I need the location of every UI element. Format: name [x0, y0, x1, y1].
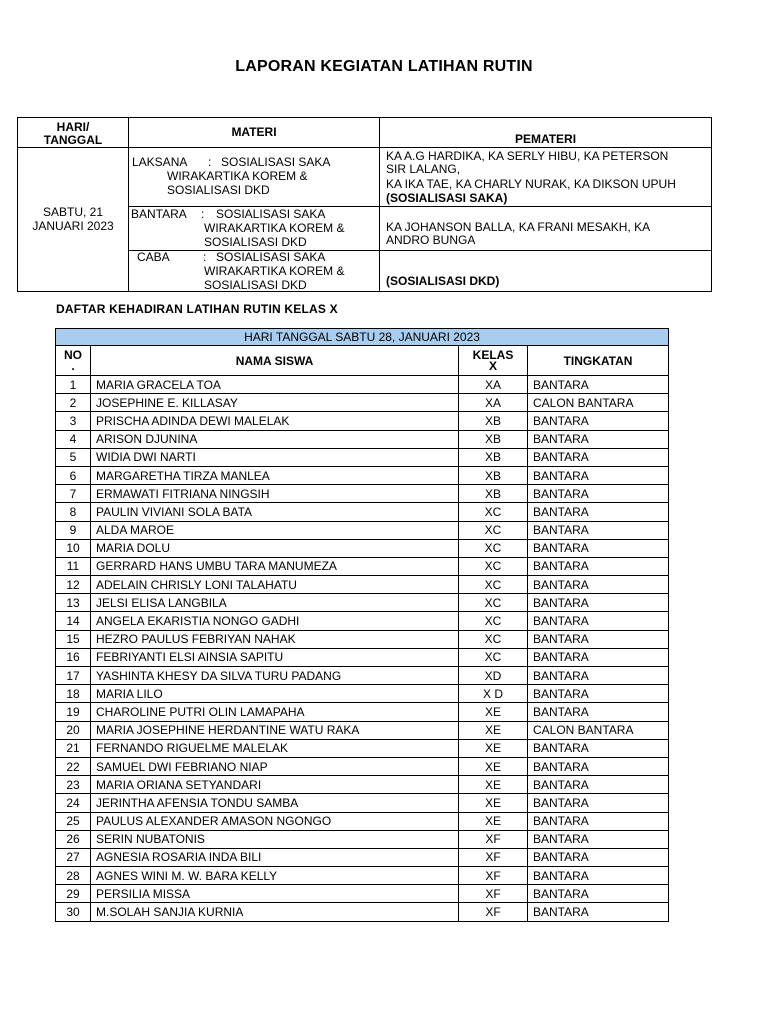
- table-row: [56, 448, 669, 466]
- student-name: ADELAIN CHRISLY LONI TALAHATU: [91, 576, 459, 594]
- student-name: HEZRO PAULUS FEBRIYAN NAHAK: [91, 630, 459, 648]
- row-number: 19: [56, 703, 91, 721]
- row-number: 27: [56, 848, 91, 866]
- student-class: XB: [459, 430, 528, 448]
- date-cell: [17, 147, 129, 292]
- student-level: BANTARA: [528, 412, 669, 430]
- material-line: SOSIALISASI DKD: [204, 278, 307, 292]
- student-level: BANTARA: [528, 830, 669, 848]
- table-row: [56, 739, 669, 757]
- student-level: BANTARA: [528, 630, 669, 648]
- student-class: XC: [459, 648, 528, 666]
- student-level: BANTARA: [528, 503, 669, 521]
- speaker-cell-3: [379, 250, 712, 292]
- student-class: XE: [459, 776, 528, 794]
- row-number: 20: [56, 721, 91, 739]
- row-number: 21: [56, 739, 91, 757]
- student-name: AGNESIA ROSARIA INDA BILI: [91, 848, 459, 866]
- table-row: [56, 830, 669, 848]
- table-row: [56, 539, 669, 557]
- material-bantara: [128, 206, 380, 251]
- table-row: [56, 776, 669, 794]
- header-no-line1: NO: [64, 347, 82, 362]
- material-line: WIRAKARTIKA KOREM &: [204, 221, 345, 235]
- student-level: BANTARA: [528, 430, 669, 448]
- level-caba: CABA: [137, 250, 170, 264]
- table-row: [56, 466, 669, 484]
- attendance-header-row: [56, 346, 669, 376]
- material-line: SOSIALISASI SAKA: [216, 207, 326, 221]
- speaker-cell-2: [379, 206, 712, 251]
- header-class-line1: KELAS: [472, 347, 514, 362]
- table-row: [56, 685, 669, 703]
- student-class: XC: [459, 576, 528, 594]
- material-line: SOSIALISASI DKD: [204, 235, 307, 249]
- student-class: XC: [459, 539, 528, 557]
- sep: :: [203, 250, 207, 264]
- table-row: [56, 703, 669, 721]
- student-name: MARIA DOLU: [91, 539, 459, 557]
- header-no: [56, 346, 91, 376]
- table-row: [56, 576, 669, 594]
- header-speaker-label: PEMATERI: [514, 132, 577, 146]
- student-level: BANTARA: [528, 576, 669, 594]
- header-class: [459, 346, 528, 376]
- row-number: 23: [56, 776, 91, 794]
- attendance-title: DAFTAR KEHADIRAN LATIHAN RUTIN KELAS X: [56, 302, 338, 316]
- student-class: XE: [459, 757, 528, 775]
- table-row: [56, 376, 669, 394]
- student-level: BANTARA: [528, 612, 669, 630]
- level-bantara: BANTARA: [131, 207, 187, 221]
- student-class: XA: [459, 394, 528, 412]
- material-line: SOSIALISASI SAKA: [221, 155, 331, 169]
- table-row: [56, 794, 669, 812]
- student-level: CALON BANTARA: [528, 394, 669, 412]
- material-line: SOSIALISASI SAKA: [216, 250, 326, 264]
- student-class: XE: [459, 794, 528, 812]
- header-material: [128, 117, 380, 148]
- row-number: 17: [56, 667, 91, 685]
- table-row: [56, 594, 669, 612]
- attendance-band-row: [56, 329, 669, 346]
- student-class: XA: [459, 376, 528, 394]
- student-name: JERINTHA AFENSIA TONDU SAMBA: [91, 794, 459, 812]
- row-number: 5: [56, 448, 91, 466]
- student-name: ALDA MAROE: [91, 521, 459, 539]
- table-row: [56, 521, 669, 539]
- student-name: ERMAWATI FITRIANA NINGSIH: [91, 485, 459, 503]
- student-name: GERRARD HANS UMBU TARA MANUMEZA: [91, 557, 459, 575]
- row-number: 9: [56, 521, 91, 539]
- row-number: 28: [56, 867, 91, 885]
- activity-table: [17, 117, 712, 292]
- row-number: 25: [56, 812, 91, 830]
- student-level: BANTARA: [528, 594, 669, 612]
- student-name: PRISCHA ADINDA DEWI MALELAK: [91, 412, 459, 430]
- material-line: WIRAKARTIKA KOREM &: [204, 264, 345, 278]
- header-level: TINGKATAN: [528, 346, 669, 376]
- student-level: BANTARA: [528, 885, 669, 903]
- student-class: XC: [459, 521, 528, 539]
- student-name: MARIA LILO: [91, 685, 459, 703]
- speaker-tag: (SOSIALISASI SAKA): [386, 191, 508, 205]
- header-name: NAMA SISWA: [91, 346, 459, 376]
- row-number: 3: [56, 412, 91, 430]
- student-class: XB: [459, 485, 528, 503]
- table-row: [56, 667, 669, 685]
- attendance-date-band: HARI TANGGAL SABTU 28, JANUARI 2023: [56, 329, 669, 346]
- student-name: PAULUS ALEXANDER AMASON NGONGO: [91, 812, 459, 830]
- student-name: SERIN NUBATONIS: [91, 830, 459, 848]
- table-row: [56, 557, 669, 575]
- student-name: PERSILIA MISSA: [91, 885, 459, 903]
- student-class: XE: [459, 703, 528, 721]
- row-number: 15: [56, 630, 91, 648]
- student-level: BANTARA: [528, 848, 669, 866]
- speaker-line: SIR LALANG,: [386, 162, 461, 176]
- row-number: 13: [56, 594, 91, 612]
- table-row: [56, 612, 669, 630]
- student-class: XE: [459, 812, 528, 830]
- row-number: 2: [56, 394, 91, 412]
- student-name: JOSEPHINE E. KILLASAY: [91, 394, 459, 412]
- student-name: MARIA JOSEPHINE HERDANTINE WATU RAKA: [91, 721, 459, 739]
- student-level: BANTARA: [528, 466, 669, 484]
- table-row: [56, 757, 669, 775]
- student-class: XD: [459, 667, 528, 685]
- header-day-line1: HARI/: [56, 120, 90, 134]
- row-number: 22: [56, 757, 91, 775]
- table-row: [56, 903, 669, 921]
- student-class: XF: [459, 867, 528, 885]
- material-line: WIRAKARTIKA KOREM &: [167, 169, 308, 183]
- table-row: [56, 485, 669, 503]
- student-class: XB: [459, 466, 528, 484]
- row-number: 30: [56, 903, 91, 921]
- student-class: XF: [459, 848, 528, 866]
- table-row: [56, 867, 669, 885]
- header-class-line2: X: [488, 358, 497, 373]
- header-speaker: [379, 117, 712, 148]
- student-class: X D: [459, 685, 528, 703]
- row-number: 8: [56, 503, 91, 521]
- speaker-line: KA A.G HARDIKA, KA SERLY HIBU, KA PETERSON: [386, 149, 669, 163]
- student-name: MARGARETHA TIRZA MANLEA: [91, 466, 459, 484]
- row-number: 11: [56, 557, 91, 575]
- student-class: XF: [459, 885, 528, 903]
- student-class: XB: [459, 448, 528, 466]
- student-class: XC: [459, 503, 528, 521]
- table-row: [56, 412, 669, 430]
- row-number: 16: [56, 648, 91, 666]
- student-level: BANTARA: [528, 648, 669, 666]
- student-class: XC: [459, 557, 528, 575]
- sep: :: [208, 155, 212, 169]
- row-number: 10: [56, 539, 91, 557]
- row-number: 1: [56, 376, 91, 394]
- row-number: 29: [56, 885, 91, 903]
- date-line2: JANUARI 2023: [32, 219, 114, 233]
- material-laksana: [128, 147, 380, 207]
- student-level: BANTARA: [528, 739, 669, 757]
- student-name: YASHINTA KHESY DA SILVA TURU PADANG: [91, 667, 459, 685]
- header-material-label: MATERI: [231, 125, 277, 139]
- student-name: MARIA ORIANA SETYANDARI: [91, 776, 459, 794]
- row-number: 7: [56, 485, 91, 503]
- table-row: [56, 503, 669, 521]
- student-class: XF: [459, 830, 528, 848]
- student-name: ANGELA EKARISTIA NONGO GADHI: [91, 612, 459, 630]
- student-level: BANTARA: [528, 903, 669, 921]
- speaker-line: KA JOHANSON BALLA, KA FRANI MESAKH, KA: [386, 220, 651, 234]
- student-name: ARISON DJUNINA: [91, 430, 459, 448]
- student-class: XF: [459, 903, 528, 921]
- header-day: [17, 117, 129, 148]
- header-day-line2: TANGGAL: [43, 133, 103, 147]
- student-name: AGNES WINI M. W. BARA KELLY: [91, 867, 459, 885]
- student-name: MARIA GRACELA TOA: [91, 376, 459, 394]
- student-name: CHAROLINE PUTRI OLIN LAMAPAHA: [91, 703, 459, 721]
- student-name: PAULIN VIVIANI SOLA BATA: [91, 503, 459, 521]
- row-number: 6: [56, 466, 91, 484]
- student-level: BANTARA: [528, 757, 669, 775]
- table-row: [56, 430, 669, 448]
- student-level: BANTARA: [528, 812, 669, 830]
- header-no-line2: .: [71, 358, 75, 373]
- student-level: BANTARA: [528, 867, 669, 885]
- level-laksana: LAKSANA: [132, 155, 188, 169]
- student-class: XC: [459, 612, 528, 630]
- attendance-body: [56, 376, 669, 922]
- row-number: 14: [56, 612, 91, 630]
- table-row: [56, 630, 669, 648]
- table-row: [56, 885, 669, 903]
- speaker-line: ANDRO BUNGA: [386, 233, 476, 247]
- student-level: BANTARA: [528, 776, 669, 794]
- row-number: 12: [56, 576, 91, 594]
- sep: :: [201, 207, 205, 221]
- student-level: BANTARA: [528, 685, 669, 703]
- row-number: 4: [56, 430, 91, 448]
- row-number: 18: [56, 685, 91, 703]
- table-row: [56, 721, 669, 739]
- student-class: XC: [459, 630, 528, 648]
- student-name: JELSI ELISA LANGBILA: [91, 594, 459, 612]
- student-name: WIDIA DWI NARTI: [91, 448, 459, 466]
- student-name: FERNANDO RIGUELME MALELAK: [91, 739, 459, 757]
- student-level: BANTARA: [528, 539, 669, 557]
- student-level: BANTARA: [528, 485, 669, 503]
- table-row: [56, 394, 669, 412]
- student-level: BANTARA: [528, 448, 669, 466]
- student-level: BANTARA: [528, 557, 669, 575]
- student-class: XB: [459, 412, 528, 430]
- report-title: LAPORAN KEGIATAN LATIHAN RUTIN: [235, 58, 533, 75]
- speaker-line: KA IKA TAE, KA CHARLY NURAK, KA DIKSON UPUH: [386, 177, 676, 191]
- material-caba: [128, 250, 380, 292]
- date-line1: SABTU, 21: [42, 205, 104, 219]
- student-name: FEBRIYANTI ELSI AINSIA SAPITU: [91, 648, 459, 666]
- table-row: [56, 648, 669, 666]
- student-name: M.SOLAH SANJIA KURNIA: [91, 903, 459, 921]
- student-level: BANTARA: [528, 703, 669, 721]
- student-class: XC: [459, 594, 528, 612]
- row-number: 24: [56, 794, 91, 812]
- student-level: BANTARA: [528, 794, 669, 812]
- table-row: [56, 848, 669, 866]
- material-line: SOSIALISASI DKD: [167, 183, 270, 197]
- student-class: XE: [459, 739, 528, 757]
- student-class: XE: [459, 721, 528, 739]
- speaker-cell-1: [379, 147, 712, 207]
- attendance-table: [55, 328, 669, 922]
- student-level: BANTARA: [528, 376, 669, 394]
- table-row: [56, 812, 669, 830]
- student-name: SAMUEL DWI FEBRIANO NIAP: [91, 757, 459, 775]
- speaker-tag: (SOSIALISASI DKD): [386, 274, 500, 288]
- row-number: 26: [56, 830, 91, 848]
- student-level: CALON BANTARA: [528, 721, 669, 739]
- student-level: BANTARA: [528, 521, 669, 539]
- student-level: BANTARA: [528, 667, 669, 685]
